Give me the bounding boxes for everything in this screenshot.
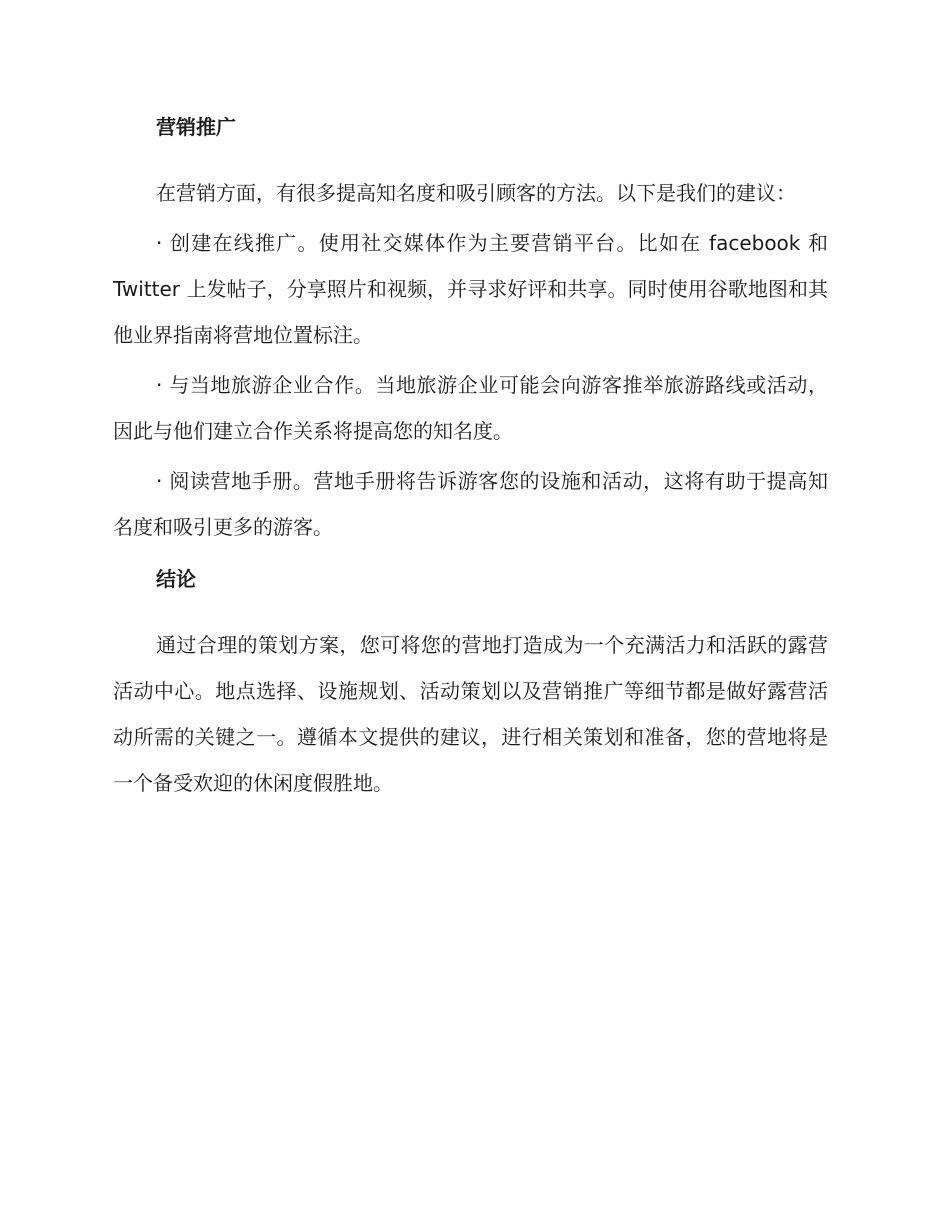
paragraph-conclusion: 通过合理的策划方案，您可将您的营地打造成为一个充满活力和活跃的露营活动中心。地点选择、设施规划、活动策划以及营销推广等细节都是做好露营活动所需的关键之一。遵循本文提供的建议，进行相关策划和准备，您的营地将是一个备受欢迎的休闲度假胜地。 xyxy=(113,633,828,795)
paragraph-online-promotion: · 创建在线推广。使用社交媒体作为主要营销平台。比如在 facebook 和 Twitter 上发帖子，分享照片和视频，并寻求好评和共享。同时使用谷歌地图和其他业界指南将营地位置标注。 xyxy=(113,231,828,347)
section-heading-marketing: 营销推广 xyxy=(156,115,236,139)
section-heading-conclusion: 结论 xyxy=(156,567,196,591)
paragraph-local-partnership: · 与当地旅游企业合作。当地旅游企业可能会向游客推举旅游路线或活动，因此与他们建立合作关系将提高您的知名度。 xyxy=(113,373,828,443)
paragraph-marketing-intro: 在营销方面，有很多提高知名度和吸引顾客的方法。以下是我们的建议： xyxy=(156,181,796,205)
paragraph-camp-brochure: · 阅读营地手册。营地手册将告诉游客您的设施和活动，这将有助于提高知名度和吸引更多的游客。 xyxy=(113,469,828,539)
